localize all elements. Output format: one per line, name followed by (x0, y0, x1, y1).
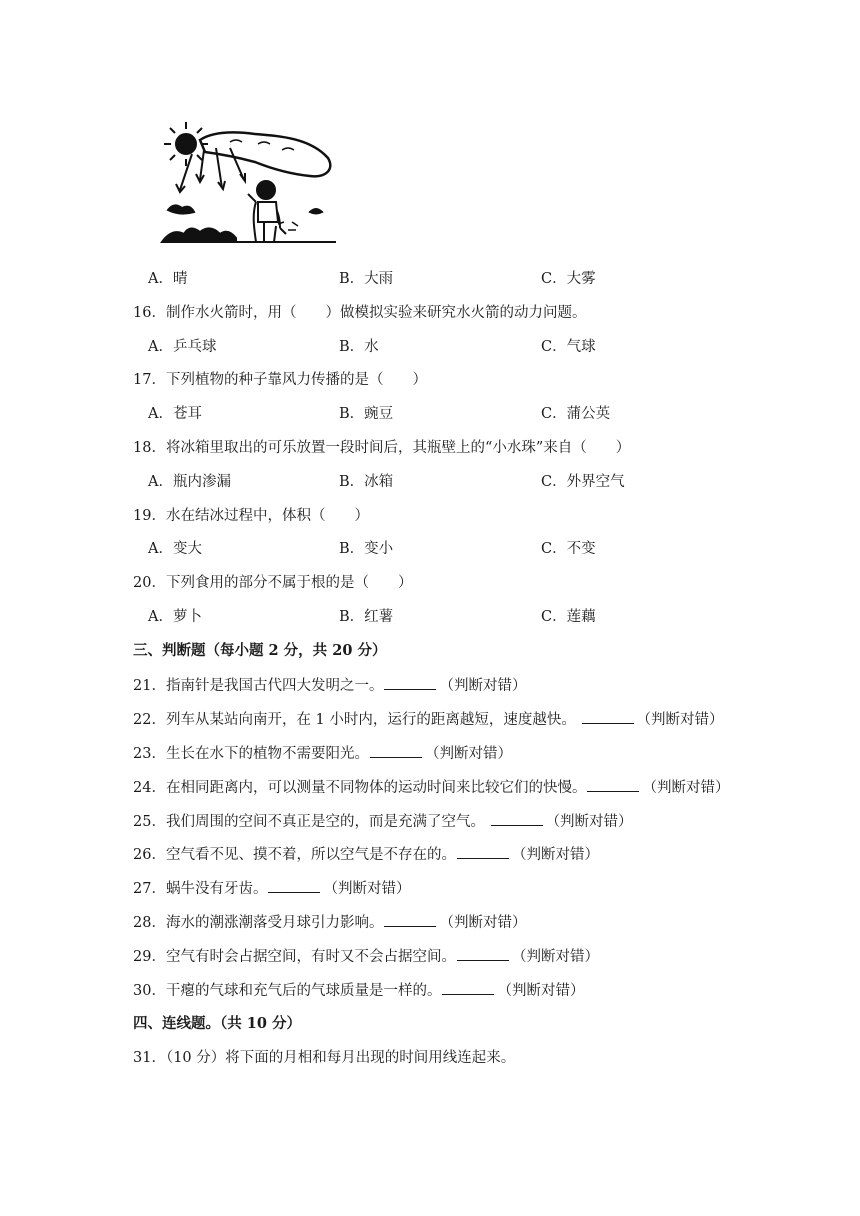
q19-option-c: C．不变 (541, 541, 596, 557)
q27-text: 27．蜗牛没有牙齿。 (133, 881, 268, 897)
q17-option-c: C．蒲公英 (541, 406, 611, 422)
q15-options (148, 269, 748, 289)
q28-answer-blank[interactable] (384, 912, 436, 927)
q21-text: 21．指南针是我国古代四大发明之一。 (133, 678, 384, 694)
q24-answer-blank[interactable] (587, 777, 639, 792)
q27-suffix: （判断对错） (323, 881, 411, 897)
q16-options (148, 337, 748, 357)
q15-option-a: A．晴 (148, 271, 188, 287)
q20-option-a: A．萝卜 (148, 609, 202, 625)
q25-suffix: （判断对错） (545, 814, 633, 830)
q20-option-b: B．红薯 (339, 609, 394, 625)
q27 (133, 878, 410, 899)
q23-text: 23．生长在水下的植物不需要阳光。 (133, 746, 369, 762)
q24-text: 24．在相同距离内，可以测量不同物体的运动时间来比较它们的快慢。 (133, 780, 587, 796)
q28-text: 28．海水的潮涨潮落受月球引力影响。 (133, 915, 384, 931)
q22 (133, 709, 724, 730)
q24 (133, 777, 729, 798)
q15-option-b: B．大雨 (339, 271, 394, 287)
section3-title: 三、判断题（每小题 2 分，共 20 分） (133, 642, 387, 659)
q30-text: 30．干瘪的气球和充气后的气球质量是一样的。 (133, 983, 442, 999)
q22-answer-blank[interactable] (582, 709, 634, 724)
q26 (133, 844, 599, 865)
q17-option-a: A．苍耳 (148, 406, 202, 422)
q18-option-a: A．瓶内渗漏 (148, 474, 231, 490)
q29-suffix: （判断对错） (511, 949, 599, 965)
q19-option-a: A．变大 (148, 541, 202, 557)
q23 (133, 743, 512, 764)
q15-option-c: C．大雾 (541, 271, 596, 287)
q17-options (148, 404, 748, 424)
q30 (133, 980, 584, 1001)
section4-title: 四、连线题。（共 10 分） (133, 1015, 302, 1032)
q18-stem: 18．将冰箱里取出的可乐放置一段时间后，其瓶壁上的“小水珠”来自（ ） (133, 440, 631, 456)
q19-options (148, 539, 748, 559)
q26-answer-blank[interactable] (457, 844, 509, 859)
q17-stem: 17．下列植物的种子靠风力传播的是（ ） (133, 372, 427, 388)
q25-answer-blank[interactable] (491, 811, 543, 826)
q26-text: 26．空气看不见、摸不着，所以空气是不存在的。 (133, 847, 456, 863)
q18-option-b: B．冰箱 (339, 474, 394, 490)
q16-stem: 16．制作水火箭时，用（ ）做模拟实验来研究水火箭的动力问题。 (133, 305, 587, 321)
q20-options (148, 607, 748, 627)
q30-answer-blank[interactable] (442, 980, 494, 995)
q17-option-b: B．豌豆 (339, 406, 394, 422)
q31-stem: 31．（10 分）将下面的月相和每月出现的时间用线连起来。 (133, 1050, 516, 1066)
q22-text: 22．列车从某站向南开，在 1 小时内，运行的距离越短，速度越快。 (133, 712, 581, 728)
q19-option-b: B．变小 (339, 541, 394, 557)
q16-option-b: B．水 (339, 339, 379, 355)
q23-answer-blank[interactable] (370, 743, 422, 758)
q18-option-c: C．外界空气 (541, 474, 625, 490)
q24-suffix: （判断对错） (642, 780, 730, 796)
q25-text: 25．我们周围的空间不真正是空的，而是充满了空气。 (133, 814, 490, 830)
q28 (133, 912, 526, 933)
q18-options (148, 472, 748, 492)
q20-stem: 20．下列食用的部分不属于根的是（ ） (133, 575, 413, 591)
q23-suffix: （判断对错） (424, 746, 512, 762)
q19-stem: 19．水在结冰过程中，体积（ ） (133, 508, 369, 524)
q21-answer-blank[interactable] (384, 675, 436, 690)
q26-suffix: （判断对错） (511, 847, 599, 863)
q16-option-c: C．气球 (541, 339, 596, 355)
q30-suffix: （判断对错） (497, 983, 585, 999)
q21 (133, 675, 526, 696)
q25 (133, 811, 633, 832)
q20-option-c: C．莲藕 (541, 609, 596, 625)
q27-answer-blank[interactable] (268, 878, 320, 893)
q22-suffix: （判断对错） (636, 712, 724, 728)
q29-text: 29．空气有时会占据空间，有时又不会占据空间。 (133, 949, 456, 965)
q28-suffix: （判断对错） (439, 915, 527, 931)
weather-illustration (160, 118, 336, 248)
q16-option-a: A．乒乓球 (148, 339, 217, 355)
q29-answer-blank[interactable] (457, 946, 509, 961)
q29 (133, 946, 599, 967)
q21-suffix: （判断对错） (439, 678, 527, 694)
